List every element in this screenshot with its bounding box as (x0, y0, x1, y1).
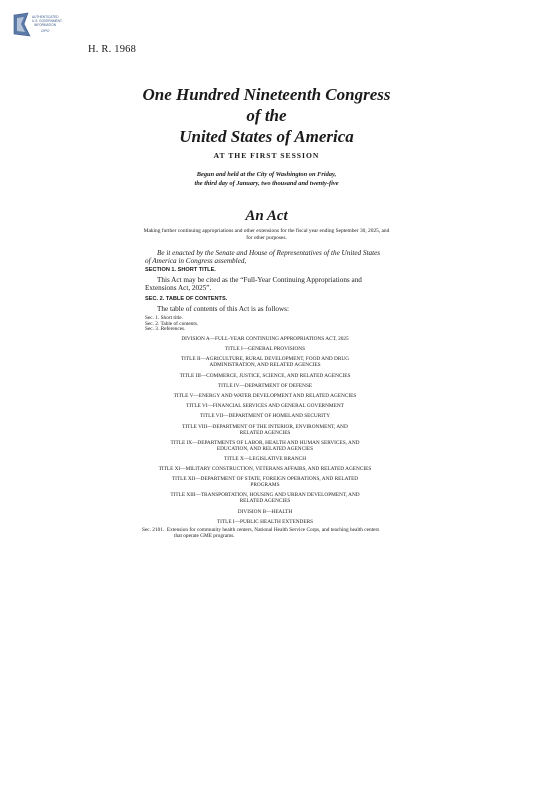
gpo-seal-logo (8, 10, 70, 40)
act-heading: An Act (245, 208, 288, 224)
bill-number: H. R. 1968 (88, 44, 137, 55)
toc-section-item: Sec. 2. Table of contents. (145, 320, 199, 327)
seal-line-2: U.S. GOVERNMENT (32, 19, 62, 23)
section-1-text: This Act may be cited as the “Full-Year Continuing Appropriations and Extensions Act, 2025”. (145, 276, 362, 292)
begun-line-2: the third day of January, two thousand and twenty-five (194, 180, 339, 187)
section-2-heading: SEC. 2. TABLE OF CONTENTS. (145, 296, 228, 302)
toc-line: TITLE XI—MILITARY CONSTRUCTION, VETERANS AFFAIRS, AND RELATED AGENCIES (158, 466, 372, 473)
toc-line: TITLE XIII—TRANSPORTATION, HOUSING AND URBAN DEVELOPMENT, AND RELATED AGENCIES (170, 492, 360, 505)
toc-entry-text: Extension for community health centers, National Health Service Corps, and teaching health centers that operate GME programs. (166, 526, 380, 539)
toc-line: TITLE II—AGRICULTURE, RURAL DEVELOPMENT, FOOD AND DRUG ADMINISTRATION, AND RELATED AGENCIES (180, 356, 350, 369)
toc-line: TITLE IV—DEPARTMENT OF DEFENSE (217, 382, 313, 389)
toc-entry (142, 527, 388, 539)
toc-line: TITLE V—ENERGY AND WATER DEVELOPMENT AND RELATED AGENCIES (173, 392, 357, 399)
toc-line: TITLE X—LEGISLATIVE BRANCH (223, 455, 307, 462)
seal-line-4: GPO (41, 29, 50, 33)
enacting-clause: Be it enacted by the Senate and House of Representatives of the United States of America in Congress assembled, (145, 249, 381, 265)
toc-section-list (145, 316, 198, 333)
toc-line: TITLE IX—DEPARTMENTS OF LABOR, HEALTH AND HUMAN SERVICES, AND EDUCATION, AND RELATED AGENCIES (170, 439, 360, 452)
section-2-text: The table of contents of this Act is as follows: (157, 305, 289, 313)
act-purpose: Making further continuing appropriations and other extensions for the fiscal year ending September 30, 2025, and for other purposes. (143, 228, 390, 242)
table-of-contents (142, 336, 388, 539)
toc-section-item: Sec. 1. Short title. (145, 315, 183, 321)
session-heading: AT THE FIRST SESSION (213, 151, 320, 160)
toc-line: TITLE XII—DEPARTMENT OF STATE, FOREIGN OPERATIONS, AND RELATED PROGRAMS (171, 476, 359, 489)
section-1-heading: SECTION 1. SHORT TITLE. (145, 267, 216, 273)
toc-line: DIVISION A—FULL-YEAR CONTINUING APPROPRIATIONS ACT, 2025 (181, 336, 349, 342)
toc-line: TITLE VIII—DEPARTMENT OF THE INTERIOR, ENVIRONMENT, AND RELATED AGENCIES (182, 423, 348, 436)
begun-line-1: Begun and held at the City of Washington on Friday, (196, 171, 337, 178)
toc-entry-number: Sec. 2101. (142, 526, 165, 533)
toc-line: TITLE I—GENERAL PROVISIONS (224, 346, 306, 353)
toc-line: TITLE III—COMMERCE, JUSTICE, SCIENCE, AND RELATED AGENCIES (179, 372, 351, 379)
toc-line: TITLE VII—DEPARTMENT OF HOMELAND SECURITY (199, 413, 331, 420)
congress-line-1: One Hundred Nineteenth Congress (142, 85, 391, 104)
toc-line: TITLE I—PUBLIC HEALTH EXTENDERS (216, 518, 314, 525)
congress-line-3: United States of America (179, 127, 354, 146)
seal-line-3: INFORMATION (34, 23, 57, 27)
begun-statement (0, 170, 533, 188)
toc-line: TITLE VI—FINANCIAL SERVICES AND GENERAL GOVERNMENT (186, 403, 344, 410)
congress-title (0, 84, 533, 147)
toc-line: DIVISION B—HEALTH (237, 508, 293, 515)
congress-line-2: of the (246, 106, 287, 125)
toc-section-item: Sec. 3. References. (145, 326, 186, 333)
seal-line-1: AUTHENTICATED (32, 15, 59, 19)
